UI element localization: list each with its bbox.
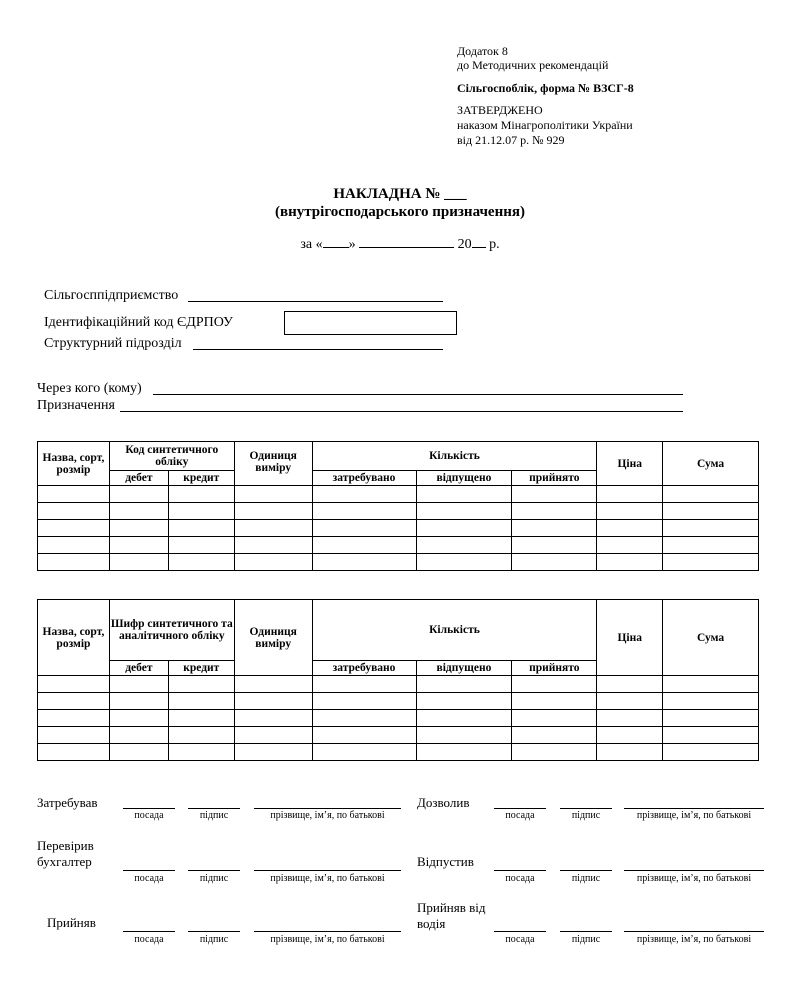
released-by-label: Відпустив — [417, 854, 474, 869]
col-unit-header: Одиниця виміру — [234, 600, 312, 676]
date-day-field[interactable] — [323, 235, 349, 248]
items-table-2 — [37, 599, 759, 761]
col-sum-header: Сума — [663, 442, 759, 486]
received-from-driver-label: Прийняв від водія — [417, 900, 486, 931]
table-row[interactable] — [38, 520, 759, 537]
position-caption: посада — [134, 934, 164, 945]
col-accepted-header: прийнято — [512, 471, 597, 486]
table-row[interactable] — [38, 744, 759, 761]
requested-by-name-field[interactable] — [254, 808, 401, 809]
received-by-name-field[interactable] — [254, 931, 401, 932]
full-name-caption: прізвище, ім’я, по батькові — [270, 810, 385, 821]
position-caption: посада — [505, 810, 535, 821]
table-row[interactable] — [38, 554, 759, 571]
table-row[interactable] — [38, 727, 759, 744]
received-by-signature-field[interactable] — [188, 931, 240, 932]
form-number: Сільгоспоблік, форма № ВЗСГ-8 — [457, 81, 634, 95]
position-caption: посада — [134, 873, 164, 884]
signature-caption: підпис — [571, 873, 601, 884]
signature-caption: підпис — [199, 934, 229, 945]
col-credit-header: кредит — [168, 471, 234, 486]
col-name-header: Назва, сорт, розмір — [38, 600, 110, 676]
col-qty-header: Кількість — [312, 442, 597, 471]
purpose-field[interactable] — [120, 411, 683, 412]
via-field[interactable] — [153, 394, 683, 395]
purpose-label: Призначення — [37, 398, 115, 413]
driver-name-field[interactable] — [624, 931, 764, 932]
full-name-caption: прізвище, ім’я, по батькові — [636, 873, 752, 884]
appendix-to-label: до Методичних рекомендацій — [457, 58, 609, 72]
full-name-caption: прізвище, ім’я, по батькові — [270, 873, 385, 884]
date-suffix: р. — [489, 237, 500, 252]
document-title: НАКЛАДНА № ___ — [333, 186, 467, 202]
col-unit-header: Одиниця виміру — [234, 442, 312, 486]
released-by-signature-field[interactable] — [560, 870, 612, 871]
col-credit-header: кредит — [168, 661, 234, 676]
document-subtitle: (внутрігосподарського призначення) — [275, 204, 525, 220]
col-debit-header: дебет — [109, 471, 168, 486]
date-prefix: за « — [300, 237, 323, 252]
col-qty-header: Кількість — [312, 600, 597, 661]
full-name-caption: прізвище, ім’я, по батькові — [636, 934, 752, 945]
items-table-1 — [37, 441, 759, 571]
division-field[interactable] — [193, 349, 443, 350]
received-by-position-field[interactable] — [123, 931, 175, 932]
col-accepted-header: прийнято — [512, 661, 597, 676]
released-by-position-field[interactable] — [494, 870, 546, 871]
col-name-header: Назва, сорт, розмір — [38, 442, 110, 486]
checked-by-position-field[interactable] — [123, 870, 175, 871]
table-row[interactable] — [38, 537, 759, 554]
date-year-field[interactable] — [472, 235, 486, 248]
received-by-label: Прийняв — [47, 915, 96, 930]
full-name-caption: прізвище, ім’я, по батькові — [270, 934, 385, 945]
allowed-by-name-field[interactable] — [624, 808, 764, 809]
driver-signature-field[interactable] — [560, 931, 612, 932]
col-code-header: Шифр синтетичного та аналітичного обліку — [109, 600, 234, 661]
col-released-header: відпущено — [416, 661, 512, 676]
via-label: Через кого (кому) — [37, 381, 142, 396]
col-price-header: Ціна — [597, 442, 663, 486]
division-label: Структурний підрозділ — [44, 336, 182, 351]
date-month-field[interactable] — [359, 235, 454, 248]
position-caption: посада — [505, 873, 535, 884]
table-row[interactable] — [38, 676, 759, 693]
date-mid: » — [348, 237, 356, 252]
col-debit-header: дебет — [109, 661, 168, 676]
col-code-header: Код синтетичного обліку — [109, 442, 234, 471]
table-row[interactable] — [38, 693, 759, 710]
edrpou-label: Ідентифікаційний код ЄДРПОУ — [44, 315, 233, 330]
table-row[interactable] — [38, 486, 759, 503]
enterprise-label: Сільгосппідприємство — [44, 288, 179, 303]
requested-by-label: Затребував — [37, 795, 98, 810]
order-date: від 21.12.07 р. № 929 — [457, 133, 565, 147]
full-name-caption: прізвище, ім’я, по батькові — [636, 810, 752, 821]
date-year: 20 — [457, 237, 472, 252]
table-row[interactable] — [38, 503, 759, 520]
checked-by-name-field[interactable] — [254, 870, 401, 871]
appendix-label: Додаток 8 — [457, 44, 508, 58]
released-by-name-field[interactable] — [624, 870, 764, 871]
approved-label: ЗАТВЕРДЖЕНО — [457, 103, 543, 117]
requested-by-signature-field[interactable] — [188, 808, 240, 809]
signature-caption: підпис — [199, 810, 229, 821]
requested-by-position-field[interactable] — [123, 808, 175, 809]
order-label: наказом Мінагрополітики України — [457, 118, 633, 132]
position-caption: посада — [134, 810, 164, 821]
col-requested-header: затребувано — [312, 661, 416, 676]
checked-by-label: Перевірив бухгалтер — [37, 838, 94, 869]
col-requested-header: затребувано — [312, 471, 416, 486]
col-released-header: відпущено — [416, 471, 512, 486]
driver-position-field[interactable] — [494, 931, 546, 932]
edrpou-field[interactable] — [284, 311, 457, 335]
allowed-by-label: Дозволив — [417, 795, 470, 810]
col-price-header: Ціна — [597, 600, 663, 676]
signature-caption: підпис — [199, 873, 229, 884]
enterprise-field[interactable] — [188, 301, 443, 302]
allowed-by-position-field[interactable] — [494, 808, 546, 809]
document-date — [0, 235, 800, 253]
col-sum-header: Сума — [663, 600, 759, 676]
signature-caption: підпис — [571, 934, 601, 945]
table-row[interactable] — [38, 710, 759, 727]
checked-by-signature-field[interactable] — [188, 870, 240, 871]
allowed-by-signature-field[interactable] — [560, 808, 612, 809]
position-caption: посада — [505, 934, 535, 945]
signature-caption: підпис — [571, 810, 601, 821]
